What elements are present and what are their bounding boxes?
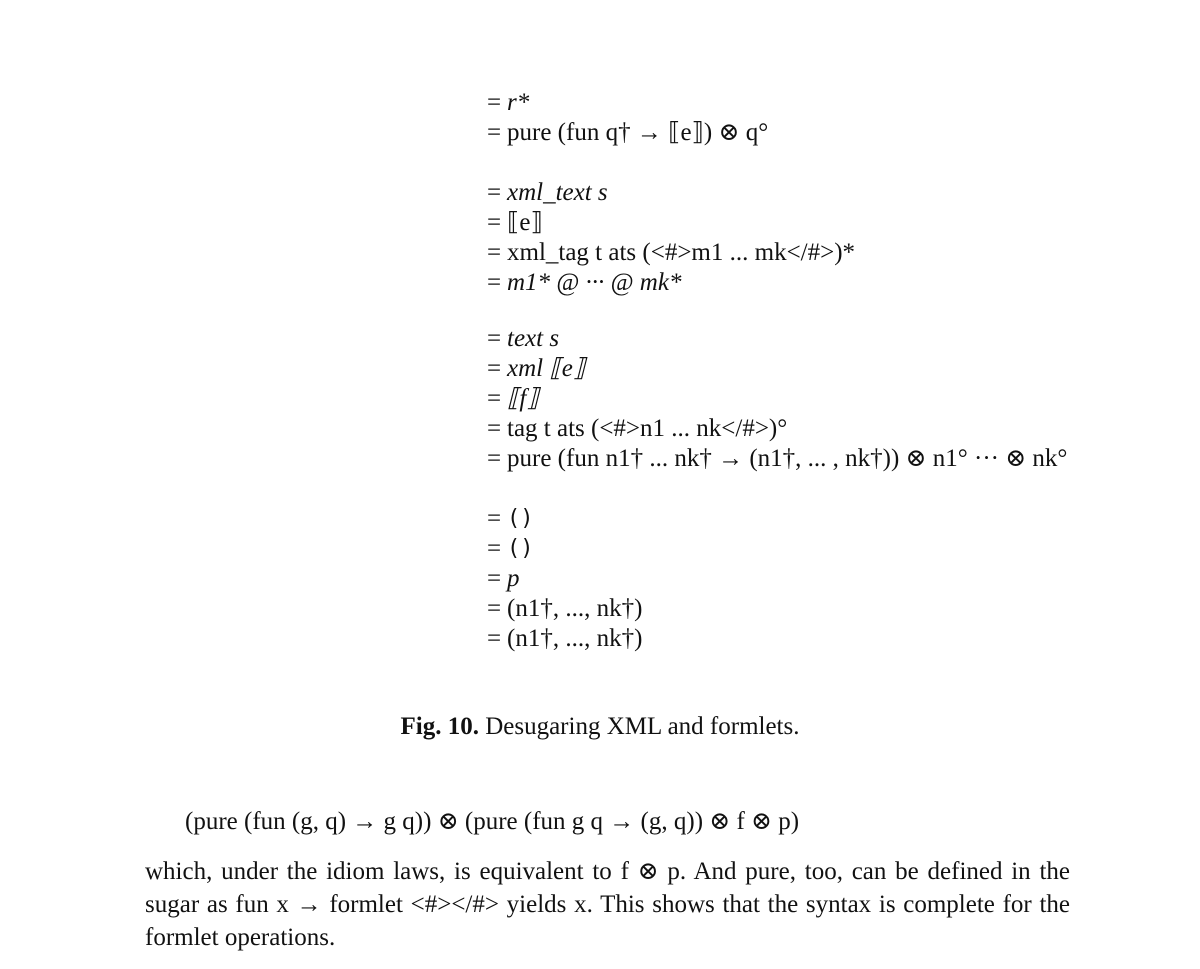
equals-sign: = (486, 535, 502, 562)
equals-sign: = (486, 325, 502, 352)
figure-caption-text: Desugaring XML and formlets. (485, 713, 800, 740)
display-equation: (pure (fun (g, q) → g q)) ⊗ (pure (fun g q → (g, q)) ⊗ f ⊗ p) (185, 808, 800, 835)
equals-sign: = (486, 209, 502, 236)
equals-sign: = (486, 415, 502, 442)
equals-sign: = (486, 119, 502, 146)
equals-sign: = (486, 355, 502, 382)
equation-rhs: tag t ats (<#>n1 ... nk</#>)° (507, 415, 788, 442)
equals-sign: = (486, 565, 502, 592)
equals-sign: = (486, 89, 502, 116)
equals-sign: = (486, 385, 502, 412)
equals-sign: = (486, 269, 502, 296)
equation-rhs: ⟦e⟧ (507, 209, 543, 236)
equation-rhs: (n1†, ..., nk†) (507, 625, 643, 652)
body-paragraph: which, under the idiom laws, is equivalent to f ⊗ p. And pure, too, can be defined in the sugar as fun x → formlet <#></#> yields x. This shows that the syntax is complete for the formlet operations. (145, 858, 1070, 951)
equals-sign: = (486, 625, 502, 652)
equation-rhs: xml_tag t ats (<#>m1 ... mk</#>)* (507, 239, 856, 266)
equation-rhs: () (507, 506, 534, 531)
figure-caption (0, 710, 1200, 744)
equation-rhs: r* (507, 89, 530, 116)
equation-rhs: () (507, 536, 534, 561)
equals-sign: = (486, 239, 502, 266)
equation-rhs: xml ⟦e⟧ (507, 355, 586, 382)
equation-rhs: text s (507, 325, 560, 352)
equation-rhs: m1* @ ··· @ mk* (507, 269, 682, 296)
equation-rhs: p (507, 565, 520, 592)
figure-label: Fig. 10. (400, 713, 479, 740)
equation-rhs: pure (fun n1† ... nk† → (n1†, ... , nk†)) ⊗ n1° ··· ⊗ nk° (507, 445, 1068, 472)
equals-sign: = (486, 505, 502, 532)
equals-sign: = (486, 445, 502, 472)
equals-sign: = (486, 595, 502, 622)
equation-rhs: ⟦f⟧ (507, 385, 539, 412)
equation-rhs: pure (fun q† → ⟦e⟧) ⊗ q° (507, 119, 769, 146)
equation-rhs: xml_text s (507, 179, 608, 206)
equation-rhs: (n1†, ..., nk†) (507, 595, 643, 622)
equals-sign: = (486, 179, 502, 206)
